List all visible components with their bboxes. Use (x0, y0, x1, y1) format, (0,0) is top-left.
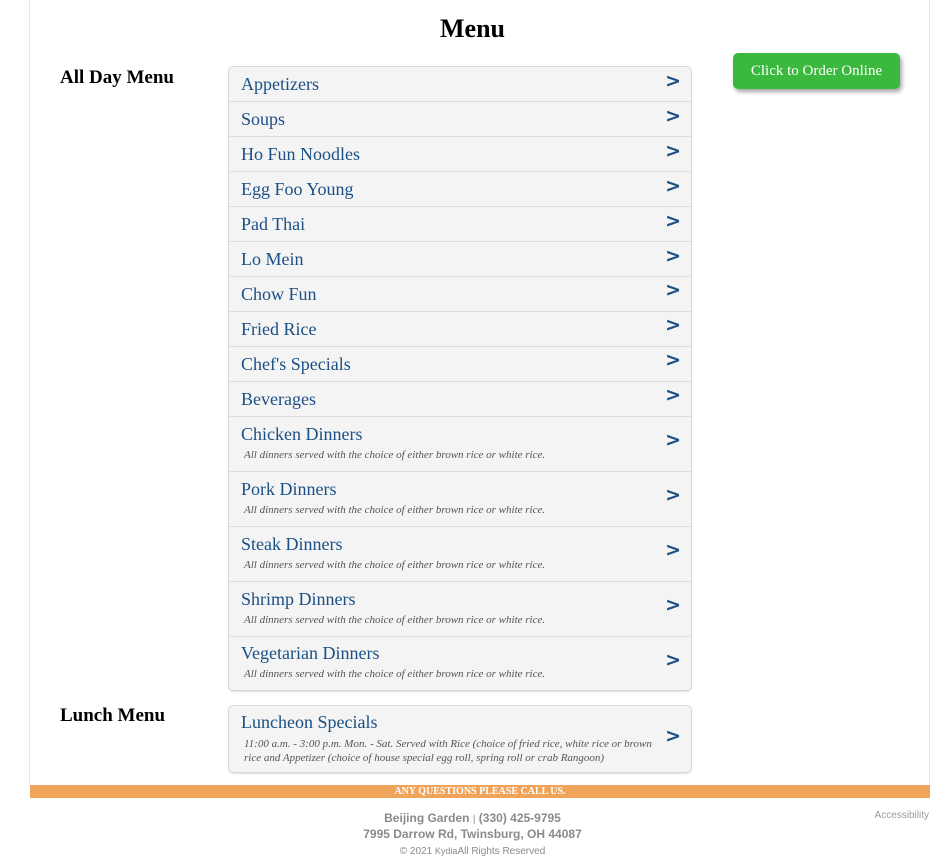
page-title: Menu (440, 14, 505, 43)
menu-item-pad-thai[interactable] (229, 206, 691, 241)
chevron-right-icon: > (665, 140, 681, 162)
chevron-right-icon: > (665, 725, 681, 747)
menu-item-description: 11:00 a.m. - 3:00 p.m. Mon. - Sat. Served with Rice (choice of fried rice, white rice or brown rice and Appetizer (choice of house special egg roll, spring roll or crab Rangoon) (244, 738, 652, 764)
chevron-right-icon: > (665, 175, 681, 197)
menu-item-egg-foo-young[interactable] (229, 171, 691, 206)
menu-item-label: Vegetarian Dinners (241, 643, 380, 663)
phone-number[interactable]: (330) 425-9795 (478, 811, 561, 825)
chevron-right-icon: > (665, 539, 681, 561)
menu-item-label: Appetizers (241, 74, 319, 94)
menu-item-label: Pork Dinners (241, 479, 337, 499)
menu-item-chefs-specials[interactable] (229, 346, 691, 381)
menu-item-description: All dinners served with the choice of either brown rice or white rice. (244, 559, 546, 571)
chevron-right-icon: > (665, 279, 681, 301)
chevron-right-icon: > (665, 594, 681, 616)
menu-item-beverages[interactable] (229, 381, 691, 416)
lunch-menu-list (228, 705, 692, 773)
menu-item-label: Chef's Specials (241, 354, 351, 374)
chevron-right-icon: > (665, 70, 681, 92)
menu-item-fried-rice[interactable] (229, 311, 691, 346)
menu-item-label: Egg Foo Young (241, 179, 354, 199)
footer-separator: | (472, 814, 476, 825)
section-title-all-day-menu: All Day Menu (60, 67, 174, 88)
restaurant-name: Beijing Garden (384, 811, 470, 825)
menu-item-label: Ho Fun Noodles (241, 144, 361, 164)
all-day-menu-list (228, 66, 692, 691)
menu-item-lo-mein[interactable] (229, 241, 691, 276)
chevron-right-icon: > (665, 349, 681, 371)
menu-item-description: All dinners served with the choice of either brown rice or white rice. (244, 614, 546, 626)
chevron-right-icon: > (665, 105, 681, 127)
chevron-right-icon: > (665, 429, 681, 451)
menu-item-label: Chow Fun (241, 284, 317, 304)
order-online-button[interactable]: Click to Order Online (733, 53, 900, 89)
menu-item-chicken-dinners[interactable] (229, 416, 691, 471)
chevron-right-icon: > (665, 384, 681, 406)
menu-item-luncheon-specials[interactable] (229, 706, 691, 773)
accessibility-link[interactable]: Accessibility (874, 810, 929, 821)
menu-item-label: Fried Rice (241, 319, 317, 339)
menu-item-soups[interactable] (229, 101, 691, 136)
menu-item-steak-dinners[interactable] (229, 526, 691, 581)
menu-item-label: Lo Mein (241, 249, 304, 269)
menu-item-label: Pad Thai (241, 214, 306, 234)
menu-item-chow-fun[interactable] (229, 276, 691, 311)
menu-item-description: All dinners served with the choice of either brown rice or white rice. (244, 668, 546, 680)
menu-item-description: All dinners served with the choice of either brown rice or white rice. (244, 449, 546, 461)
call-us-banner: ANY QUESTIONS PLEASE CALL US. (30, 785, 930, 798)
chevron-right-icon: > (665, 314, 681, 336)
chevron-right-icon: > (665, 484, 681, 506)
menu-item-appetizers[interactable] (229, 67, 691, 101)
menu-item-label: Beverages (241, 389, 316, 409)
menu-item-label: Luncheon Specials (241, 712, 378, 732)
menu-item-description: All dinners served with the choice of either brown rice or white rice. (244, 504, 546, 516)
section-title-lunch-menu: Lunch Menu (60, 705, 166, 726)
menu-item-vegetarian-dinners[interactable] (229, 636, 691, 691)
copyright: © 2021 (399, 846, 433, 857)
address: 7995 Darrow Rd, Twinsburg, OH 44087 (363, 827, 582, 841)
chevron-right-icon: > (665, 245, 681, 267)
menu-item-label: Soups (241, 109, 286, 129)
menu-item-ho-fun-noodles[interactable] (229, 136, 691, 171)
rights-reserved: All Rights Reserved (457, 846, 546, 857)
footer (0, 811, 945, 859)
kydia-link[interactable]: Kydia (434, 846, 458, 856)
menu-item-pork-dinners[interactable] (229, 471, 691, 526)
menu-item-label: Steak Dinners (241, 534, 343, 554)
menu-item-shrimp-dinners[interactable] (229, 581, 691, 636)
chevron-right-icon: > (665, 210, 681, 232)
menu-item-label: Shrimp Dinners (241, 589, 356, 609)
menu-item-label: Chicken Dinners (241, 424, 363, 444)
chevron-right-icon: > (665, 649, 681, 671)
